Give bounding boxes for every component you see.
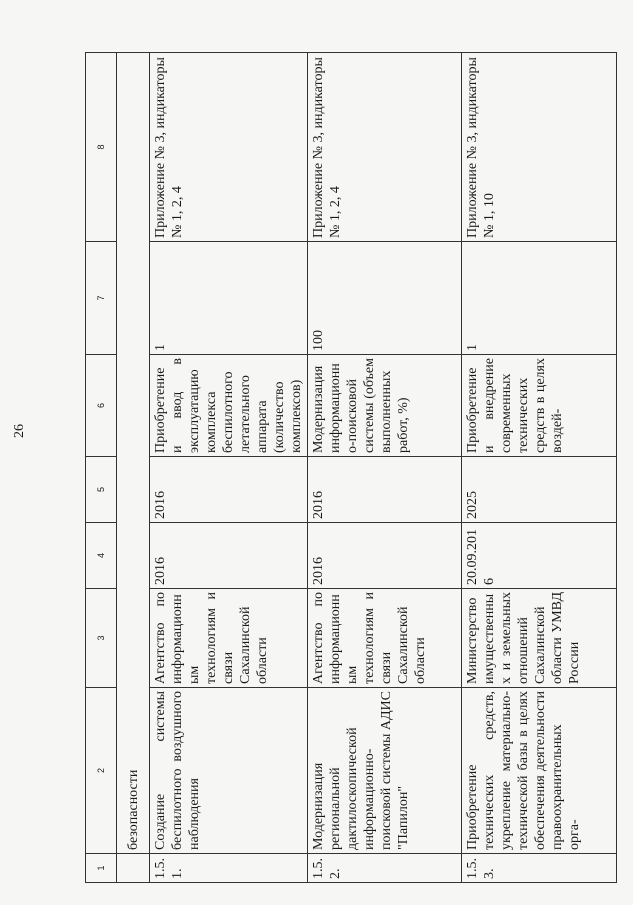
row-number: 1.5.2. [308,854,462,883]
program-measures-table [85,52,617,883]
executor: Агентство по информационным технологиям и связи Сахалинской области [308,589,462,688]
table-row [308,53,462,883]
column-header: 3 [86,589,117,688]
indicator-value: 1 [462,242,617,355]
column-number-header-row [86,53,117,883]
start-date: 2016 [150,523,308,589]
appendix-link: Приложение № 3, индикаторы № 1, 2, 4 [150,53,308,242]
indicator-value: 1 [150,242,308,355]
executor: Агентство по информационным технологиям и связи Сахалинской области [150,589,308,688]
table-row [462,53,617,883]
indicator: Модернизация информационно-поисковой системы (объем выполненных работ, %) [308,355,462,457]
section-title: безопасности [117,53,150,854]
column-header: 6 [86,355,117,457]
rotated-page-content [85,53,630,883]
executor: Министерство имущественных и земельных отношений Сахалинской области УМВД России [462,589,617,688]
row-number: 1.5.1. [150,854,308,883]
appendix-link: Приложение № 3, индикаторы № 1, 2, 4 [308,53,462,242]
start-date: 20.09.2016 [462,523,617,589]
column-header: 1 [86,854,117,883]
page-number: 26 [12,424,27,438]
table-cell [117,854,150,883]
indicator-value: 100 [308,242,462,355]
indicator: Приобретение и внедрение современных технических средств в целях воздей- [462,355,617,457]
table-row [150,53,308,883]
column-header: 8 [86,53,117,242]
column-header: 5 [86,457,117,523]
measure-name: Приобретение технических средств, укрепление материально-технической базы в целях обеспечения деятельности правоохранительных орга- [462,688,617,854]
column-header: 7 [86,242,117,355]
row-number: 1.5.3. [462,854,617,883]
indicator: Приобретение и ввод в эксплуатацию комплекса беспилотного летательного аппарата (количество комплексов) [150,355,308,457]
measure-name: Модернизация региональной дактилоскопической информационно-поисковой системы АДИС "Папилон" [308,688,462,854]
end-date: 2016 [308,457,462,523]
end-date: 2016 [150,457,308,523]
column-header: 2 [86,688,117,854]
end-date: 2025 [462,457,617,523]
appendix-link: Приложение № 3, индикаторы № 1, 10 [462,53,617,242]
section-row [117,53,150,883]
start-date: 2016 [308,523,462,589]
measure-name: Создание системы беспилотного воздушного наблюдения [150,688,308,854]
column-header: 4 [86,523,117,589]
